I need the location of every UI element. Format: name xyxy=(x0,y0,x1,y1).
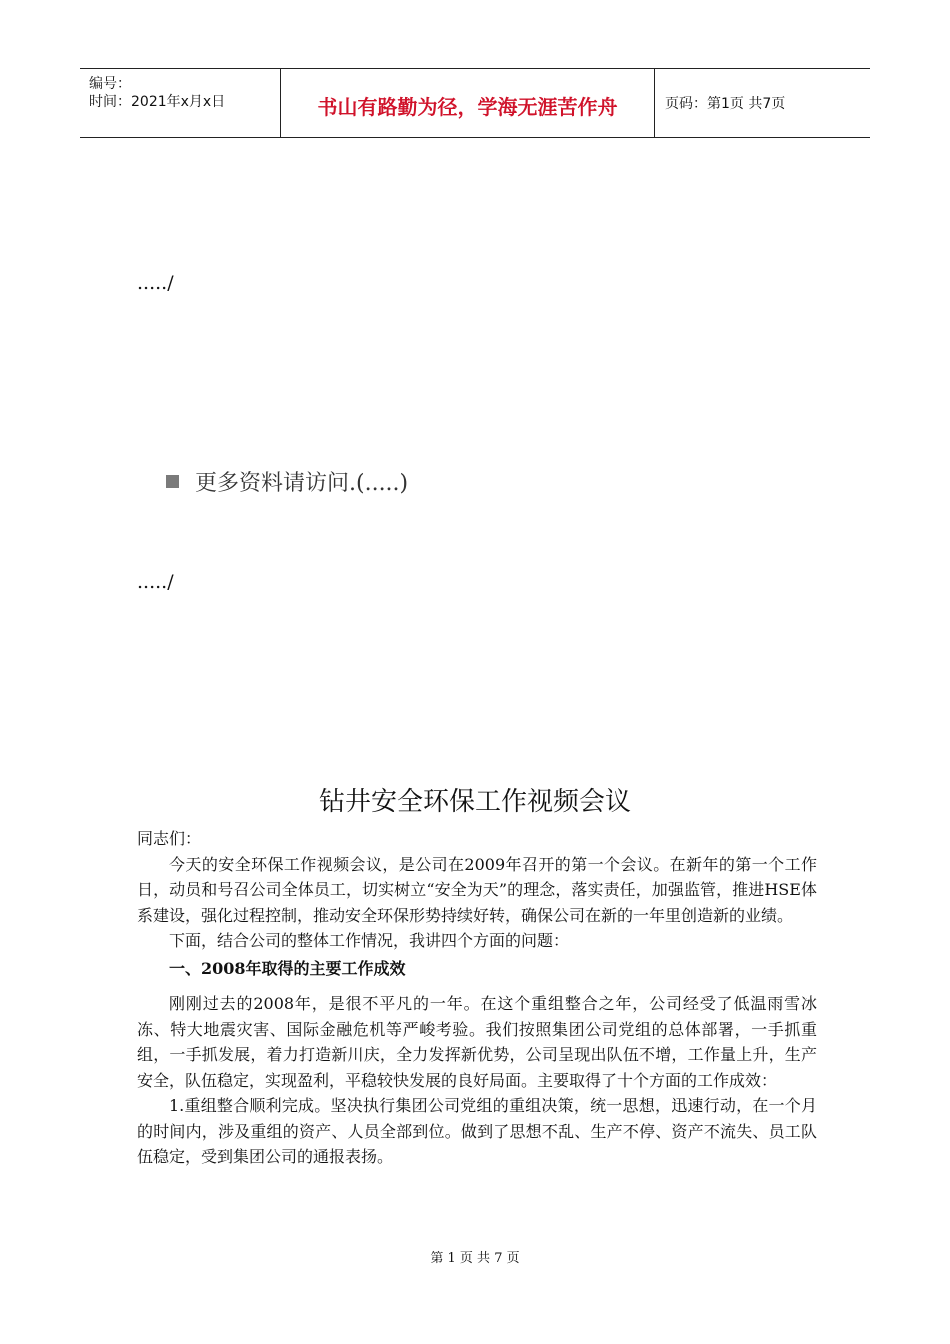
number-label: 编号： xyxy=(89,76,131,92)
page-code: 页码：第1页 共7页 xyxy=(665,96,786,112)
salutation: 同志们： xyxy=(137,829,202,848)
header-motto-cell xyxy=(281,69,655,137)
document-title: 钻井安全环保工作视频会议 xyxy=(318,787,631,817)
more-info-text: 更多资料请访问.(.....) xyxy=(195,471,409,496)
page-footer: 第 1 页 共 7 页 xyxy=(430,1251,520,1266)
document-header xyxy=(80,68,870,138)
paragraph: 下面，结合公司的整体工作情况，我讲四个方面的问题： xyxy=(169,931,570,950)
paragraph: 1.重组整合顺利完成。坚决执行集团公司党组的重组决策，统一思想，迅速行动，在一个月的时间内，涉及重组的资产、人员全部到位。做到了思想不乱、生产不停、资产不流失、员工队伍稳定，受到集团公司的通报表扬。 xyxy=(137,1096,817,1166)
document-body xyxy=(137,826,817,1170)
link-placeholder-1: ...../ xyxy=(137,272,174,294)
time-label: 时间：2021年x月x日 xyxy=(89,94,226,110)
paragraph: 刚刚过去的2008年，是很不平凡的一年。在这个重组整合之年，公司经受了低温雨雪冰冻、特大地震灾害、国际金融危机等严峻考验。我们按照集团公司党组的总体部署，一手抓重组，一手抓发展，着力打造新川庆，全力发挥新优势，公司呈现出队伍不增，工作量上升，生产安全，队伍稳定，实现盈利，平稳较快发展的良好局面。主要取得了十个方面的工作成效： xyxy=(137,994,817,1090)
more-info-line xyxy=(166,466,408,497)
link-placeholder-2: ...../ xyxy=(137,571,174,593)
section-heading: 一、2008年取得的主要工作成效 xyxy=(169,958,406,978)
square-bullet-icon xyxy=(166,475,179,488)
header-meta xyxy=(80,69,281,137)
motto-text: 书山有路勤为径，学海无涯苦作舟 xyxy=(317,94,618,119)
paragraph: 今天的安全环保工作视频会议，是公司在2009年召开的第一个会议。在新年的第一个工作日，动员和号召公司全体员工，切实树立“安全为天”的理念，落实责任，加强监管，推进HSE体系建设，强化过程控制，推动安全环保形势持续好转，确保公司在新的一年里创造新的业绩。 xyxy=(137,854,817,925)
